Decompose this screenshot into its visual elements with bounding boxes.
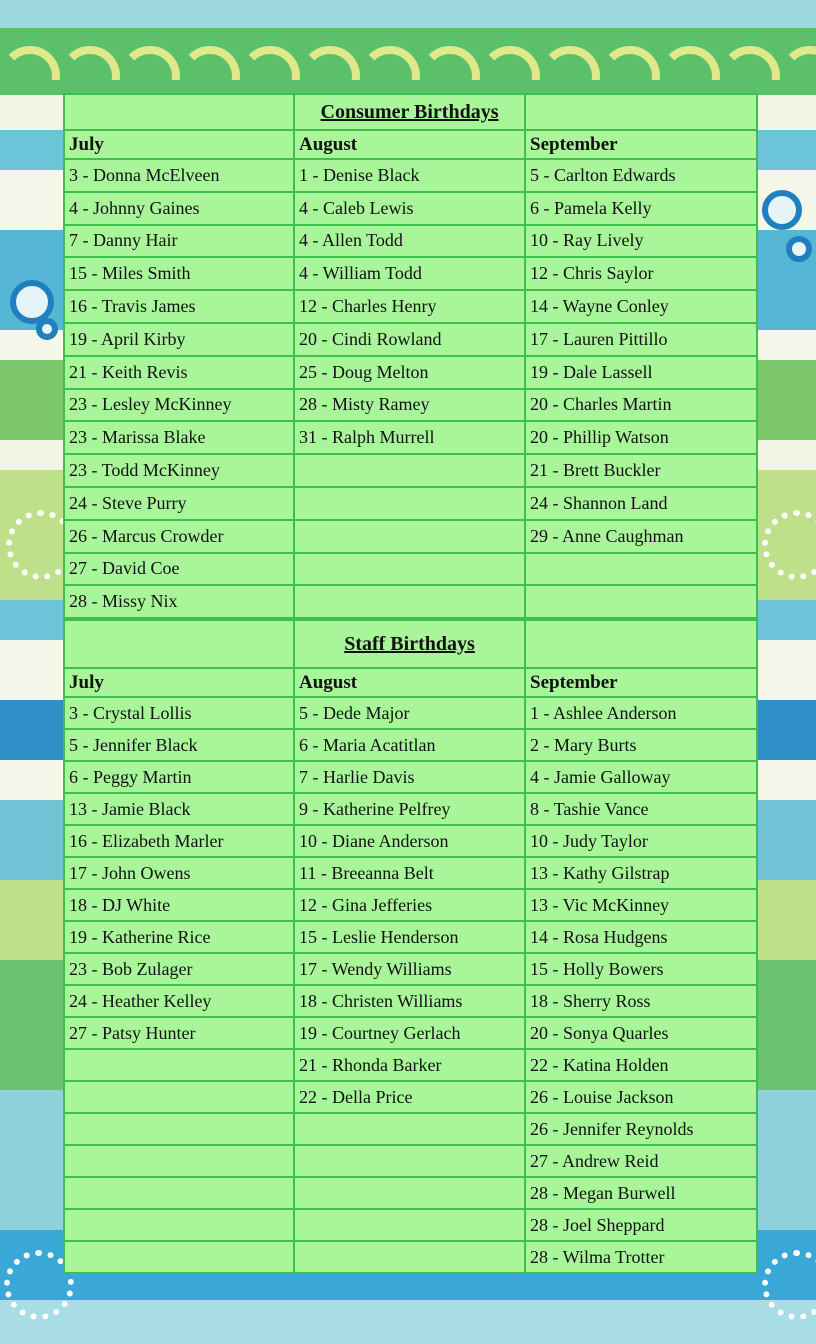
table-row — [64, 1209, 757, 1241]
table-row — [64, 290, 757, 323]
birthday-cell-august: 21 - Rhonda Barker — [294, 1049, 525, 1081]
birthday-cell-september: 18 - Sherry Ross — [525, 985, 757, 1017]
birthday-cell-august — [294, 1177, 525, 1209]
table-row — [64, 553, 757, 586]
birthday-cell-september: 26 - Louise Jackson — [525, 1081, 757, 1113]
birthday-cell-july: 13 - Jamie Black — [64, 793, 294, 825]
table-row — [64, 421, 757, 454]
wave-pattern — [0, 40, 816, 80]
birthday-cell-september: 19 - Dale Lassell — [525, 356, 757, 389]
birthday-cell-september: 29 - Anne Caughman — [525, 520, 757, 553]
birthday-cell-august — [294, 487, 525, 520]
birthday-cell-july: 6 - Peggy Martin — [64, 761, 294, 793]
birthday-cell-july: 23 - Todd McKinney — [64, 454, 294, 487]
birthday-cell-september: 22 - Katina Holden — [525, 1049, 757, 1081]
table-row — [64, 793, 757, 825]
birthday-cell-august — [294, 553, 525, 586]
birthday-cell-september: 8 - Tashie Vance — [525, 793, 757, 825]
birthday-cell-august: 18 - Christen Williams — [294, 985, 525, 1017]
consumer-birthdays-title: Consumer Birthdays — [294, 94, 525, 130]
birthday-cell-august — [294, 1209, 525, 1241]
birthday-cell-september — [525, 585, 757, 618]
table-row — [64, 520, 757, 553]
birthday-cell-july: 24 - Heather Kelley — [64, 985, 294, 1017]
table-row — [64, 192, 757, 225]
month-header-august: August — [294, 668, 525, 697]
birthday-cell-august: 12 - Gina Jefferies — [294, 889, 525, 921]
table-row — [64, 697, 757, 729]
birthday-cell-july: 16 - Elizabeth Marler — [64, 825, 294, 857]
table-row — [64, 953, 757, 985]
staff-title-row — [64, 620, 757, 668]
table-row — [64, 225, 757, 258]
table-row — [64, 159, 757, 192]
staff-birthdays-title: Staff Birthdays — [294, 620, 525, 668]
birthday-cell-september: 1 - Ashlee Anderson — [525, 697, 757, 729]
staff-month-header-row — [64, 668, 757, 697]
bubble-decoration — [36, 318, 58, 340]
bubble-decoration — [762, 190, 802, 230]
birthday-cell-september: 27 - Andrew Reid — [525, 1145, 757, 1177]
birthday-cell-september: 21 - Brett Buckler — [525, 454, 757, 487]
birthday-cell-september: 20 - Charles Martin — [525, 389, 757, 422]
birthday-cell-august: 5 - Dede Major — [294, 697, 525, 729]
birthday-cell-july: 18 - DJ White — [64, 889, 294, 921]
birthday-cell-august: 1 - Denise Black — [294, 159, 525, 192]
table-row — [64, 1177, 757, 1209]
birthdays-panel — [63, 93, 756, 1274]
table-row — [64, 1081, 757, 1113]
birthday-cell-september: 6 - Pamela Kelly — [525, 192, 757, 225]
birthday-cell-september: 28 - Wilma Trotter — [525, 1241, 757, 1273]
birthday-cell-september: 13 - Kathy Gilstrap — [525, 857, 757, 889]
birthday-cell-july — [64, 1177, 294, 1209]
birthday-cell-august: 7 - Harlie Davis — [294, 761, 525, 793]
birthday-cell-august: 4 - Allen Todd — [294, 225, 525, 258]
table-row — [64, 921, 757, 953]
birthday-cell-july: 27 - Patsy Hunter — [64, 1017, 294, 1049]
birthday-cell-august: 22 - Della Price — [294, 1081, 525, 1113]
birthday-cell-september: 15 - Holly Bowers — [525, 953, 757, 985]
birthday-cell-september: 17 - Lauren Pittillo — [525, 323, 757, 356]
birthday-cell-august: 17 - Wendy Williams — [294, 953, 525, 985]
birthday-cell-august: 6 - Maria Acatitlan — [294, 729, 525, 761]
table-row — [64, 356, 757, 389]
table-row — [64, 889, 757, 921]
birthday-cell-september — [525, 553, 757, 586]
birthday-cell-august: 4 - Caleb Lewis — [294, 192, 525, 225]
birthday-cell-august: 10 - Diane Anderson — [294, 825, 525, 857]
birthday-cell-august: 28 - Misty Ramey — [294, 389, 525, 422]
birthday-cell-september: 20 - Sonya Quarles — [525, 1017, 757, 1049]
birthday-cell-july: 3 - Crystal Lollis — [64, 697, 294, 729]
birthday-cell-july: 19 - Katherine Rice — [64, 921, 294, 953]
consumer-birthdays-table — [63, 93, 758, 619]
birthday-cell-july: 4 - Johnny Gaines — [64, 192, 294, 225]
birthday-cell-september: 14 - Wayne Conley — [525, 290, 757, 323]
birthday-cell-september: 5 - Carlton Edwards — [525, 159, 757, 192]
month-header-september: September — [525, 130, 757, 159]
birthday-cell-july: 21 - Keith Revis — [64, 356, 294, 389]
birthday-cell-august: 25 - Doug Melton — [294, 356, 525, 389]
birthday-cell-august — [294, 454, 525, 487]
birthday-cell-july: 15 - Miles Smith — [64, 257, 294, 290]
table-row — [64, 985, 757, 1017]
table-row — [64, 454, 757, 487]
birthday-cell-july: 7 - Danny Hair — [64, 225, 294, 258]
month-header-august: August — [294, 130, 525, 159]
table-row — [64, 487, 757, 520]
birthday-cell-july: 23 - Bob Zulager — [64, 953, 294, 985]
birthday-cell-july — [64, 1081, 294, 1113]
staff-birthdays-table — [63, 619, 758, 1274]
bubble-decoration — [786, 236, 812, 262]
birthday-cell-july — [64, 1049, 294, 1081]
table-row — [64, 1145, 757, 1177]
table-row — [64, 257, 757, 290]
birthday-cell-september: 14 - Rosa Hudgens — [525, 921, 757, 953]
birthday-cell-august: 11 - Breeanna Belt — [294, 857, 525, 889]
birthday-cell-august — [294, 585, 525, 618]
birthday-cell-september: 2 - Mary Burts — [525, 729, 757, 761]
table-row — [64, 825, 757, 857]
birthday-cell-july: 26 - Marcus Crowder — [64, 520, 294, 553]
birthday-cell-august: 15 - Leslie Henderson — [294, 921, 525, 953]
birthday-cell-september: 12 - Chris Saylor — [525, 257, 757, 290]
birthday-cell-july — [64, 1209, 294, 1241]
consumer-month-header-row — [64, 130, 757, 159]
birthday-cell-september: 24 - Shannon Land — [525, 487, 757, 520]
consumer-title-row — [64, 94, 757, 130]
birthday-cell-september: 4 - Jamie Galloway — [525, 761, 757, 793]
birthday-cell-july: 17 - John Owens — [64, 857, 294, 889]
birthday-cell-july: 23 - Lesley McKinney — [64, 389, 294, 422]
table-row — [64, 857, 757, 889]
birthday-cell-august: 19 - Courtney Gerlach — [294, 1017, 525, 1049]
birthday-cell-august: 12 - Charles Henry — [294, 290, 525, 323]
birthday-cell-september: 13 - Vic McKinney — [525, 889, 757, 921]
birthday-cell-september: 26 - Jennifer Reynolds — [525, 1113, 757, 1145]
birthday-cell-july — [64, 1113, 294, 1145]
month-header-september: September — [525, 668, 757, 697]
birthday-cell-august — [294, 1113, 525, 1145]
birthday-cell-july — [64, 1241, 294, 1273]
table-row — [64, 761, 757, 793]
table-row — [64, 729, 757, 761]
birthday-cell-july: 19 - April Kirby — [64, 323, 294, 356]
sun-decoration — [762, 510, 816, 580]
birthday-cell-july: 5 - Jennifer Black — [64, 729, 294, 761]
sun-decoration — [762, 1250, 816, 1320]
birthday-cell-september: 20 - Phillip Watson — [525, 421, 757, 454]
birthday-cell-july: 27 - David Coe — [64, 553, 294, 586]
birthday-cell-july: 16 - Travis James — [64, 290, 294, 323]
table-row — [64, 389, 757, 422]
table-row — [64, 585, 757, 618]
table-row — [64, 1049, 757, 1081]
month-header-july: July — [64, 668, 294, 697]
birthday-cell-august: 4 - William Todd — [294, 257, 525, 290]
table-row — [64, 1017, 757, 1049]
birthday-cell-july: 28 - Missy Nix — [64, 585, 294, 618]
birthday-cell-september: 28 - Megan Burwell — [525, 1177, 757, 1209]
birthday-cell-august — [294, 1145, 525, 1177]
birthday-cell-august — [294, 1241, 525, 1273]
birthday-cell-august — [294, 520, 525, 553]
birthday-cell-august: 9 - Katherine Pelfrey — [294, 793, 525, 825]
birthday-cell-july: 23 - Marissa Blake — [64, 421, 294, 454]
birthday-cell-september: 10 - Judy Taylor — [525, 825, 757, 857]
birthday-cell-september: 28 - Joel Sheppard — [525, 1209, 757, 1241]
birthday-cell-july: 24 - Steve Purry — [64, 487, 294, 520]
table-row — [64, 1113, 757, 1145]
birthday-cell-july — [64, 1145, 294, 1177]
birthday-cell-august: 31 - Ralph Murrell — [294, 421, 525, 454]
table-row — [64, 1241, 757, 1273]
birthday-cell-september: 10 - Ray Lively — [525, 225, 757, 258]
table-row — [64, 323, 757, 356]
month-header-july: July — [64, 130, 294, 159]
birthday-cell-july: 3 - Donna McElveen — [64, 159, 294, 192]
birthday-cell-august: 20 - Cindi Rowland — [294, 323, 525, 356]
